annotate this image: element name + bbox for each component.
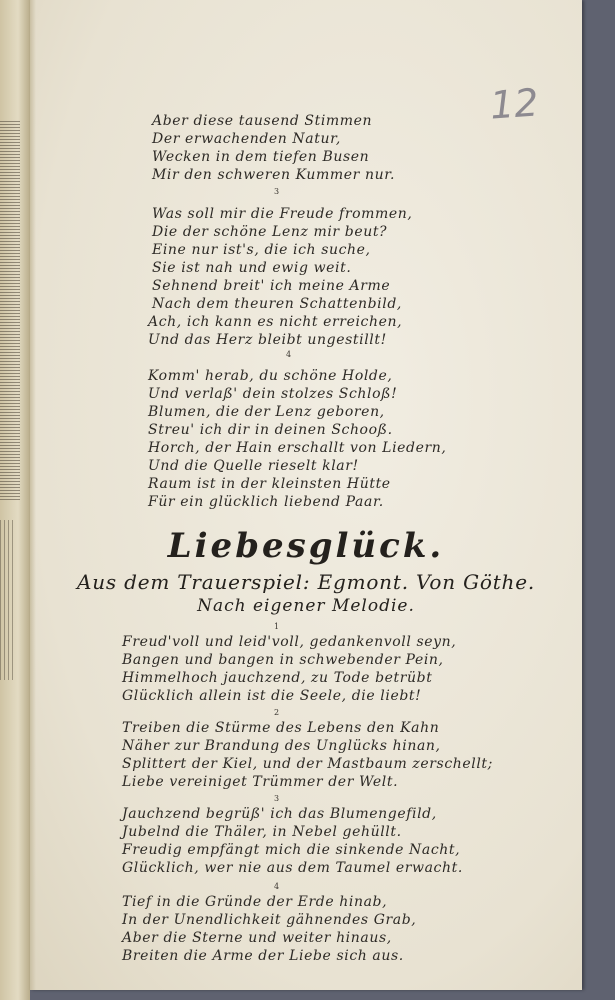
page-number: 12 — [488, 80, 540, 128]
stanza-number: 2 — [274, 708, 280, 717]
verse-line: Die der schöne Lenz mir beut? — [152, 224, 388, 240]
verse-line: Raum ist in der kleinsten Hütte — [148, 476, 391, 492]
verse-line: Sehnend breit' ich meine Arme — [152, 278, 391, 294]
engraving-fragment-lower — [0, 520, 14, 680]
verse-line: Blumen, die der Lenz geboren, — [148, 404, 385, 420]
verse-line: Tief in die Gründe der Erde hinab, — [122, 894, 388, 910]
verse-line: Ach, ich kann es nicht erreichen, — [148, 314, 403, 330]
melody-note: Nach eigener Melodie. — [197, 596, 415, 616]
verse-line: Freud'voll und leid'voll, gedankenvoll seyn, — [122, 634, 457, 650]
verse-line: Eine nur ist's, die ich suche, — [152, 242, 371, 258]
verse-line: Bangen und bangen in schwebender Pein, — [122, 652, 444, 668]
adjacent-page-edge — [0, 0, 30, 1000]
verse-line: Glücklich allein ist die Seele, die liebt! — [122, 688, 422, 704]
verse-line: Treiben die Stürme des Lebens den Kahn — [122, 720, 440, 736]
verse-line: Sie ist nah und ewig weit. — [152, 260, 352, 276]
stanza-number: 4 — [274, 882, 280, 891]
verse-line: Splittert der Kiel, und der Mastbaum zerschellt; — [122, 756, 493, 772]
verse-line: Wecken in dem tiefen Busen — [152, 149, 370, 165]
engraving-fragment — [0, 120, 20, 500]
verse-line: Jubelnd die Thäler, in Nebel gehüllt. — [122, 824, 402, 840]
verse-line: Nach dem theuren Schattenbild, — [152, 296, 402, 312]
stanza-number: 4 — [286, 350, 292, 359]
verse-line: Aber die Sterne und weiter hinaus, — [122, 930, 392, 946]
verse-line: Freudig empfängt mich die sinkende Nacht, — [122, 842, 461, 858]
stanza-number: 3 — [274, 794, 280, 803]
verse-line: Näher zur Brandung des Unglücks hinan, — [122, 738, 441, 754]
stanza-number: 3 — [274, 187, 280, 196]
verse-line: Komm' herab, du schöne Holde, — [148, 368, 393, 384]
verse-line: Liebe vereiniget Trümmer der Welt. — [122, 774, 399, 790]
verse-line: Und verlaß' dein stolzes Schloß! — [148, 386, 398, 402]
verse-line: Himmelhoch jauchzend, zu Tode betrübt — [122, 670, 433, 686]
page-fold-shadow — [30, 0, 36, 990]
poem-title: Liebesglück. — [167, 526, 445, 566]
stanza-number: 1 — [274, 622, 280, 631]
verse-line: Der erwachenden Natur, — [152, 131, 341, 147]
document-page — [30, 0, 582, 990]
verse-line: Jauchzend begrüß' ich das Blumengefild, — [122, 806, 437, 822]
verse-line: In der Unendlichkeit gähnendes Grab, — [122, 912, 417, 928]
verse-line: Streu' ich dir in deinen Schooß. — [148, 422, 393, 438]
verse-line: Was soll mir die Freude frommen, — [152, 206, 413, 222]
verse-line: Mir den schweren Kummer nur. — [152, 167, 396, 183]
verse-line: Und das Herz bleibt ungestillt! — [148, 332, 387, 348]
verse-line: Für ein glücklich liebend Paar. — [148, 494, 384, 510]
verse-line: Und die Quelle rieselt klar! — [148, 458, 359, 474]
verse-line: Glücklich, wer nie aus dem Taumel erwacht. — [122, 860, 463, 876]
poem-subtitle: Aus dem Trauerspiel: Egmont. Von Göthe. — [76, 570, 536, 594]
verse-line: Aber diese tausend Stimmen — [152, 113, 373, 129]
verse-line: Horch, der Hain erschallt von Liedern, — [148, 440, 447, 456]
verse-line: Breiten die Arme der Liebe sich aus. — [122, 948, 404, 964]
